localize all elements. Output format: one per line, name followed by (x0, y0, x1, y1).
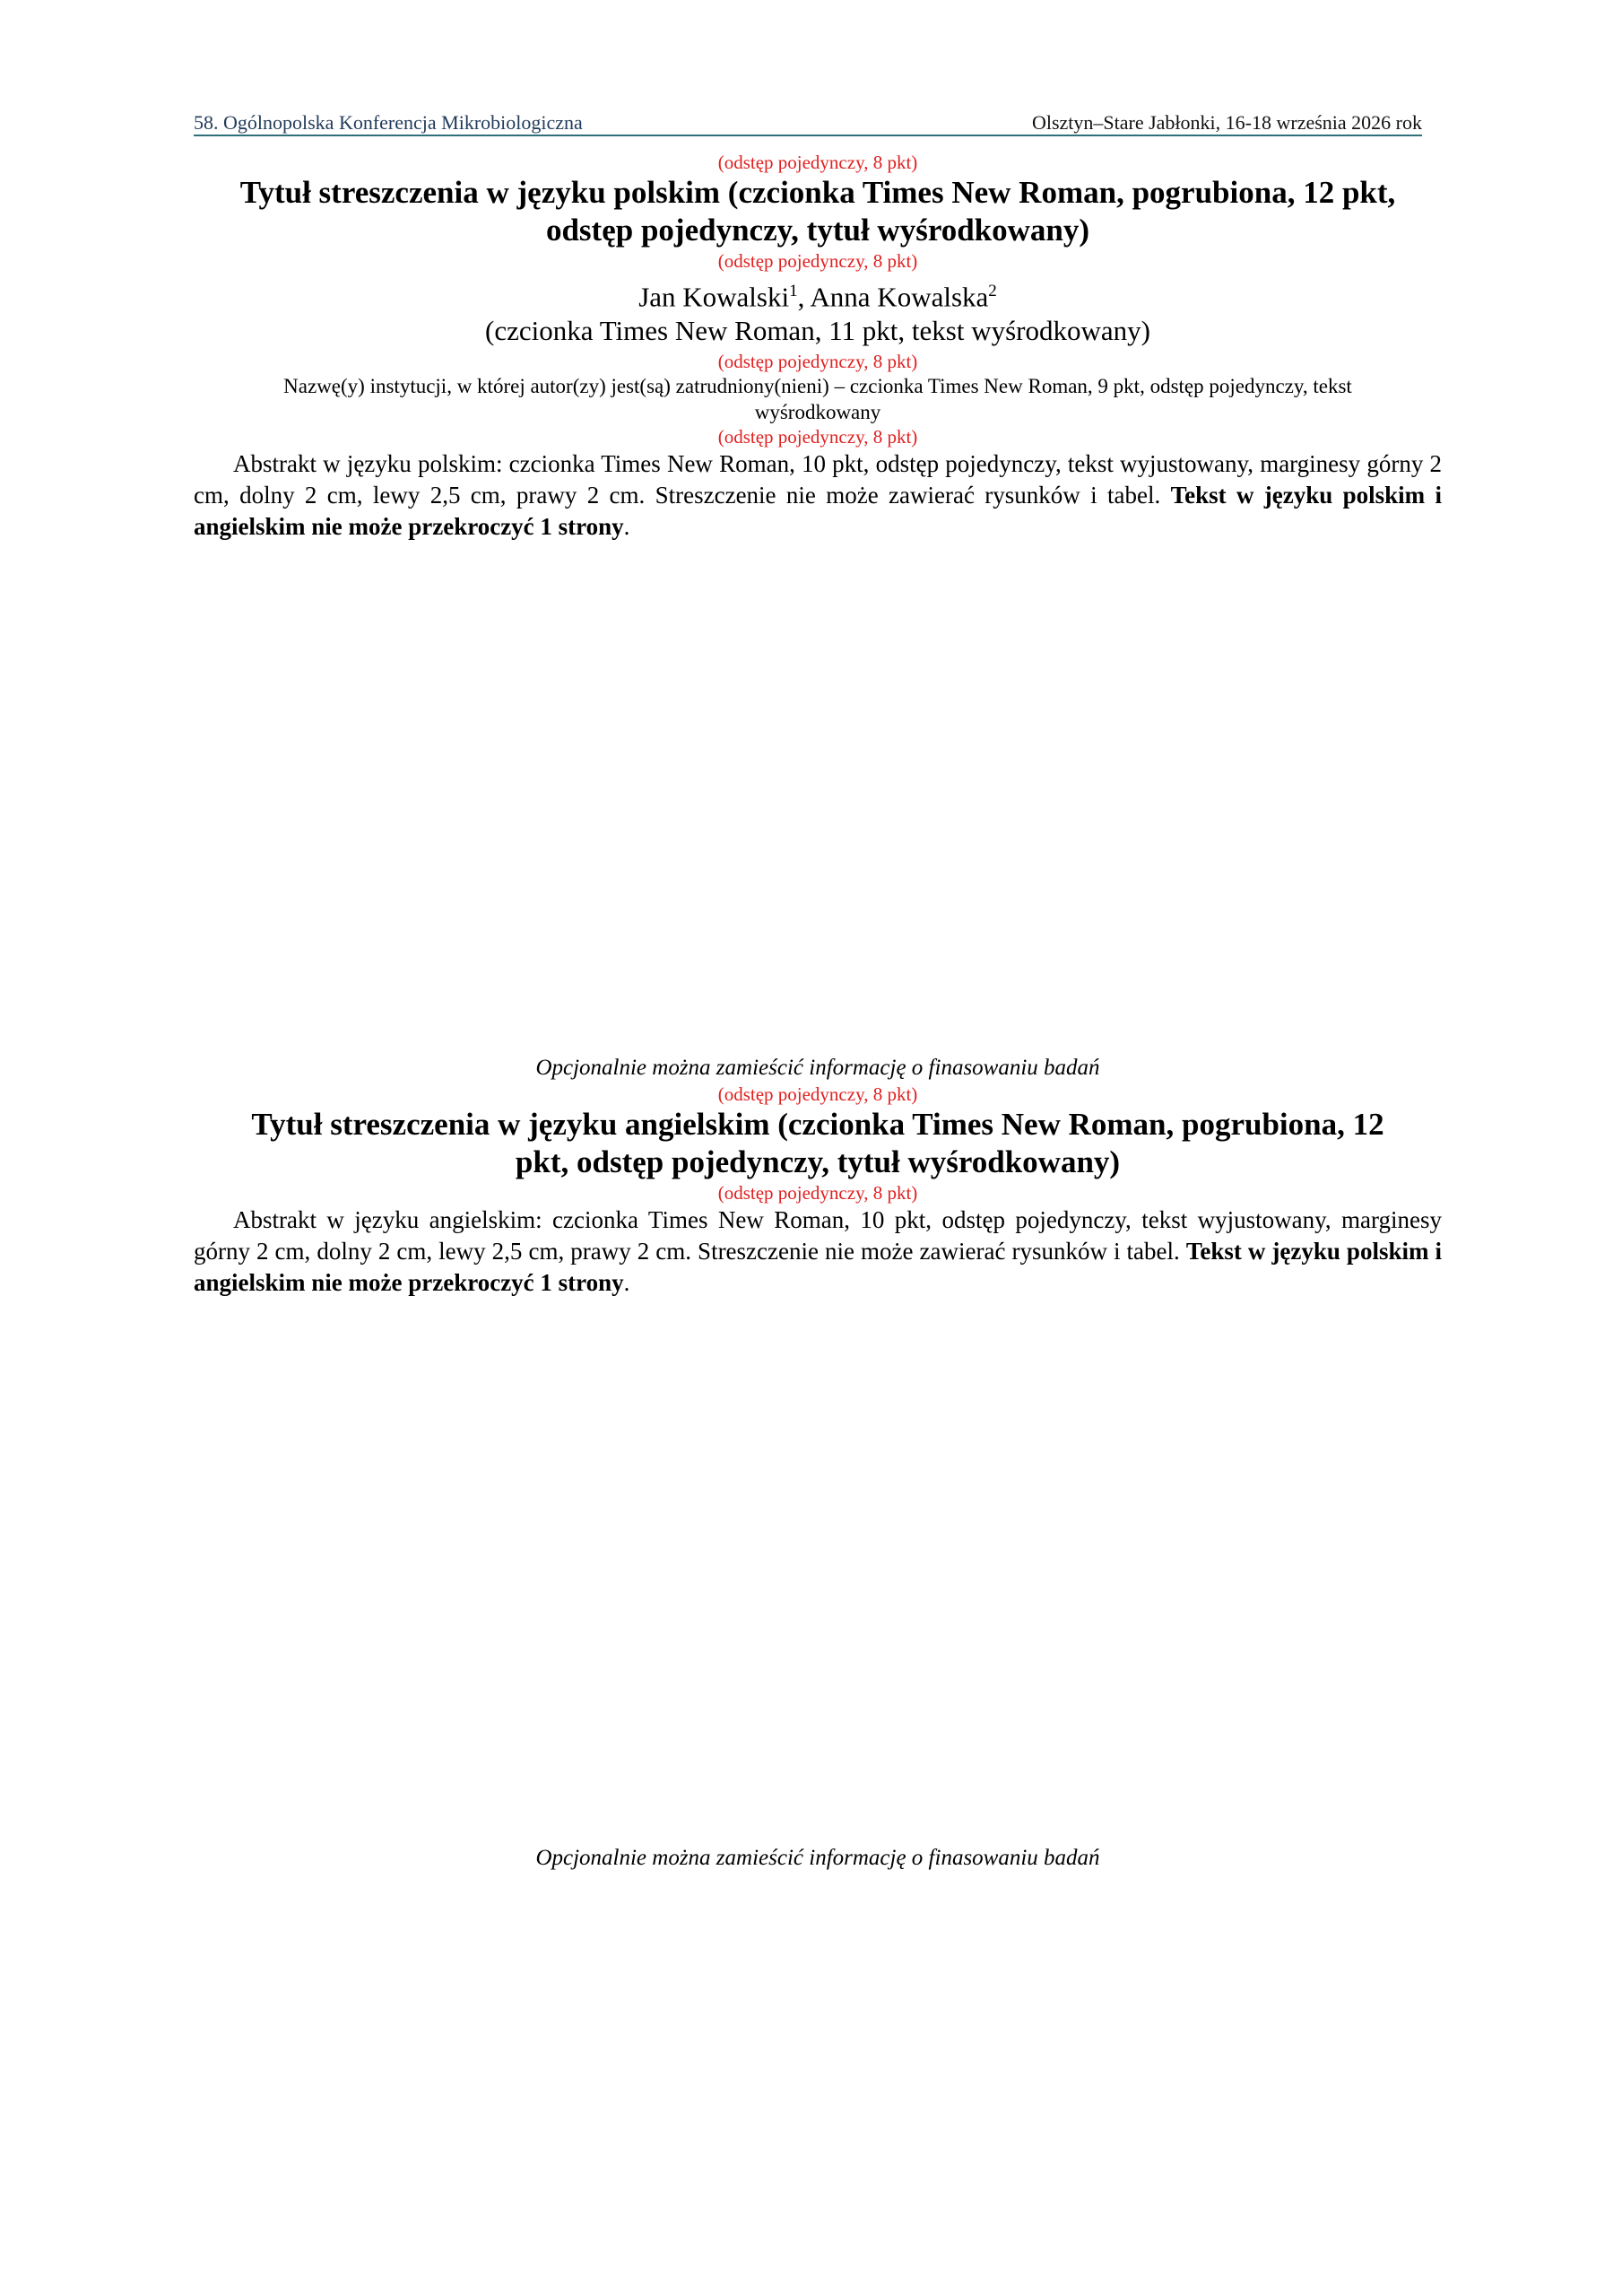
funding-note: Opcjonalnie można zamieścić informację o finasowaniu badań (535, 1056, 1100, 1081)
author-name: Anna Kowalska (810, 281, 989, 313)
english-title: Tytuł streszczenia w języku angielskim (czcionka Times New Roman, pogrubiona, 12 pkt, odstęp pojedynczy, tytuł wyśrodkowany) (251, 1107, 1384, 1180)
abstract-length-rule: Tekst w języku polskim i angielskim nie może przekroczyć 1 strony (194, 1238, 1443, 1297)
author-format-note: (czcionka Times New Roman, 11 pkt, tekst wyśrodkowany) (485, 315, 1150, 347)
abstract-body: Abstrakt w języku polskim: czcionka Times New Roman, 10 pkt, odstęp pojedynczy, tekst wyjustowany, marginesy górny 2 cm, dolny 2 cm, lewy 2,5 cm, prawy 2 cm. Streszczenie nie może zawierać rysunków i tabel. (194, 450, 1442, 509)
spacing-note: (odstęp pojedynczy, 8 pkt) (717, 426, 918, 448)
author-name: Jan Kowalski (638, 281, 790, 313)
funding-note: Opcjonalnie można zamieścić informację o finasowaniu badań (535, 1846, 1100, 1871)
polish-abstract (194, 448, 1442, 543)
spacing-note: (odstęp pojedynczy, 8 pkt) (717, 1182, 918, 1205)
affiliation-text: Nazwę(y) instytucji, w której autor(zy) jest(są) zatrudniony(nieni) – czcionka Times New Roman, 9 pkt, odstęp pojedynczy, tekst wyśrodkowany (283, 375, 1352, 424)
english-abstract (194, 1205, 1442, 1299)
header-location-date: Olsztyn–Stare Jabłonki, 16-18 września 2026 rok (1031, 111, 1422, 134)
header-conference-name: 58. Ogólnopolska Konferencja Mikrobiologiczna (194, 111, 583, 134)
page-content (194, 151, 1442, 1873)
abstract-period: . (623, 513, 630, 541)
affiliation-marker: 2 (988, 282, 997, 300)
polish-title: Tytuł streszczenia w języku polskim (czcionka Times New Roman, pogrubiona, 12 pkt, odstęp pojedynczy, tytuł wyśrodkowany) (239, 175, 1396, 248)
spacing-note: (odstęp pojedynczy, 8 pkt) (717, 1083, 918, 1106)
abstract-body: Abstrakt w języku angielskim: czcionka Times New Roman, 10 pkt, odstęp pojedynczy, tekst wyjustowany, marginesy górny 2 cm, dolny 2 cm, lewy 2,5 cm, prawy 2 cm. Streszczenie nie może zawierać rysunków i tabel. (194, 1206, 1442, 1265)
header-divider (194, 135, 1422, 136)
author-separator: , (797, 281, 811, 313)
spacing-note: (odstęp pojedynczy, 8 pkt) (717, 351, 918, 373)
page-header (194, 97, 1422, 135)
spacing-note: (odstęp pojedynczy, 8 pkt) (717, 152, 918, 173)
affiliation-marker: 1 (789, 282, 798, 300)
author-list (194, 274, 1442, 314)
abstract-period: . (623, 1269, 630, 1297)
abstract-length-rule: Tekst w języku polskim i angielskim nie może przekroczyć 1 strony (194, 482, 1443, 541)
spacing-note: (odstęp pojedynczy, 8 pkt) (717, 250, 918, 272)
